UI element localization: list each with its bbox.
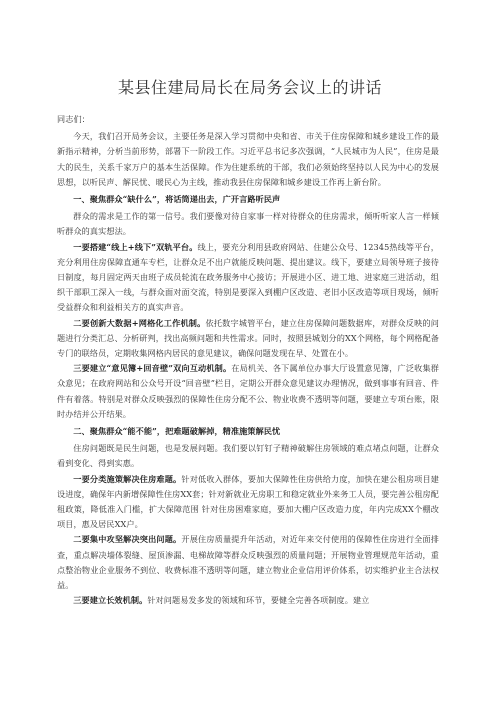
point-body: 针对问题易发多发的领域和环节，要健全完善各项制度。建立 — [147, 595, 370, 606]
point-lead: 二要创新大数据+网格化工作机制。 — [73, 317, 206, 328]
point-lead: 一要分类施策解决住房难题。 — [73, 473, 182, 484]
section-2-heading: 二、聚焦群众“能不能”，把难题破解掉，精准施策解民忧 — [73, 426, 281, 437]
point-body: 依托数字城管平台，建立住房保障问题数据库，对群众反映的问题进行分类汇总、分析研判，找出高频问题和共性需求。同时，按照县城划分的XX个网格，每个网格配备专门的联络员，定期收集网格内居民的意见建议，确保问题发现在早、处置在小。 — [57, 317, 439, 359]
point-body: 针对低收入群体，要加大保障性住房供给力度，加快在建公租房项目建设进度，确保年内新增保障性住房XX套；针对新就业无房职工和稳定就业外来务工人员，要完善公租房配租政策，降低准入门槛，扩大保障范围 针对住房困难家庭，要加大棚户区改造力度，年内完成XX个棚改项目，惠及居民XX户。 — [57, 473, 439, 530]
salutation: 同志们： — [57, 114, 90, 124]
intro-paragraph: 今天，我们召开局务会议，主要任务是深入学习贯彻中央和省、市关于住房保障和城乡建设工作的最新指示精神，分析当前形势，部署下一阶段工作。习近平总书记多次强调，“人民城市为人民”，住房是最大的民生，关系千家万户的基本生活保障。作为住建系统的干部，我们必须始终坚持以人民为中心的发展思想，以听民声、解民忧、暖民心为主线，推动我县住房保障和城乡建设工作再上新台阶。 — [57, 131, 439, 187]
document-title: 某县住建局局长在局务会议上的讲话 — [117, 77, 382, 97]
point-lead: 二要集中攻坚解决突出问题。 — [73, 534, 182, 545]
section-1-intro: 群众的需求是工作的第一信号。我们要像对待自家事一样对待群众的住房需求，倾听听家人言一样倾听群众的真实想法。 — [57, 211, 439, 237]
section-1-point-2 — [57, 316, 439, 362]
document-body — [57, 112, 439, 609]
point-lead: 三要建立长效机制。 — [73, 595, 148, 606]
section-1-point-3 — [57, 361, 439, 422]
section-2-intro: 住房问题既是民生问题，也是发展问题。我们要以钉钉子精神破解住房领域的难点堵点问题，让群众看到变化、得到实惠。 — [57, 443, 439, 469]
point-body: 开展住房质量提升年活动，对近年来交付使用的保障性住房进行全面排查，重点解决墙体裂缝、屋顶渗漏、电梯故障等群众反映强烈的质量问题；开展物业管理规范年活动，重点整治物业企业服务不到位、收费标准不透明等问题，建立物业企业信用评价体系，切实维护业主合法权益。 — [57, 534, 439, 591]
point-lead: 三要建立“意见簿+回音壁”双向互动机制。 — [73, 363, 232, 374]
section-2-point-2 — [57, 532, 439, 593]
section-1-point-1 — [57, 240, 439, 316]
point-lead: 一要搭建“线上+线下”双轨平台。 — [73, 241, 198, 252]
section-2-point-3 — [57, 593, 439, 608]
section-2-point-1 — [57, 472, 439, 533]
point-body: 线上，要充分利用县政府网站、住建公众号、12345热线等平台，充分利用住房保障直通车专栏，让群众足不出户就能反映问题、提出建议。线下，要建立局领导班子接待日制度，每月固定两天由班子成员轮流在政务服务中心接访；开展进小区、进工地、进家庭三进活动，组织干部职工深入一线，与群众面对面交流，特别是要深入到棚户区改造、老旧小区改造等项目现场，倾听受益群众和利益相关方的真实声音。 — [57, 241, 439, 313]
point-body: 在局机关、各下属单位办事大厅设置意见簿，广泛收集群众意见；在政府网站和公众号开设“回音壁”栏目，定期公开群众意见建议办理情况，做到事事有回音、件件有着落。特别是对群众反映强烈的保障性住房分配不公、物业收费不透明等问题，要建立专项台账，限时办结并公开结果。 — [57, 363, 439, 419]
section-1-heading: 一、聚焦群众“缺什么”，将话筒递出去，广开言路听民声 — [73, 194, 281, 205]
